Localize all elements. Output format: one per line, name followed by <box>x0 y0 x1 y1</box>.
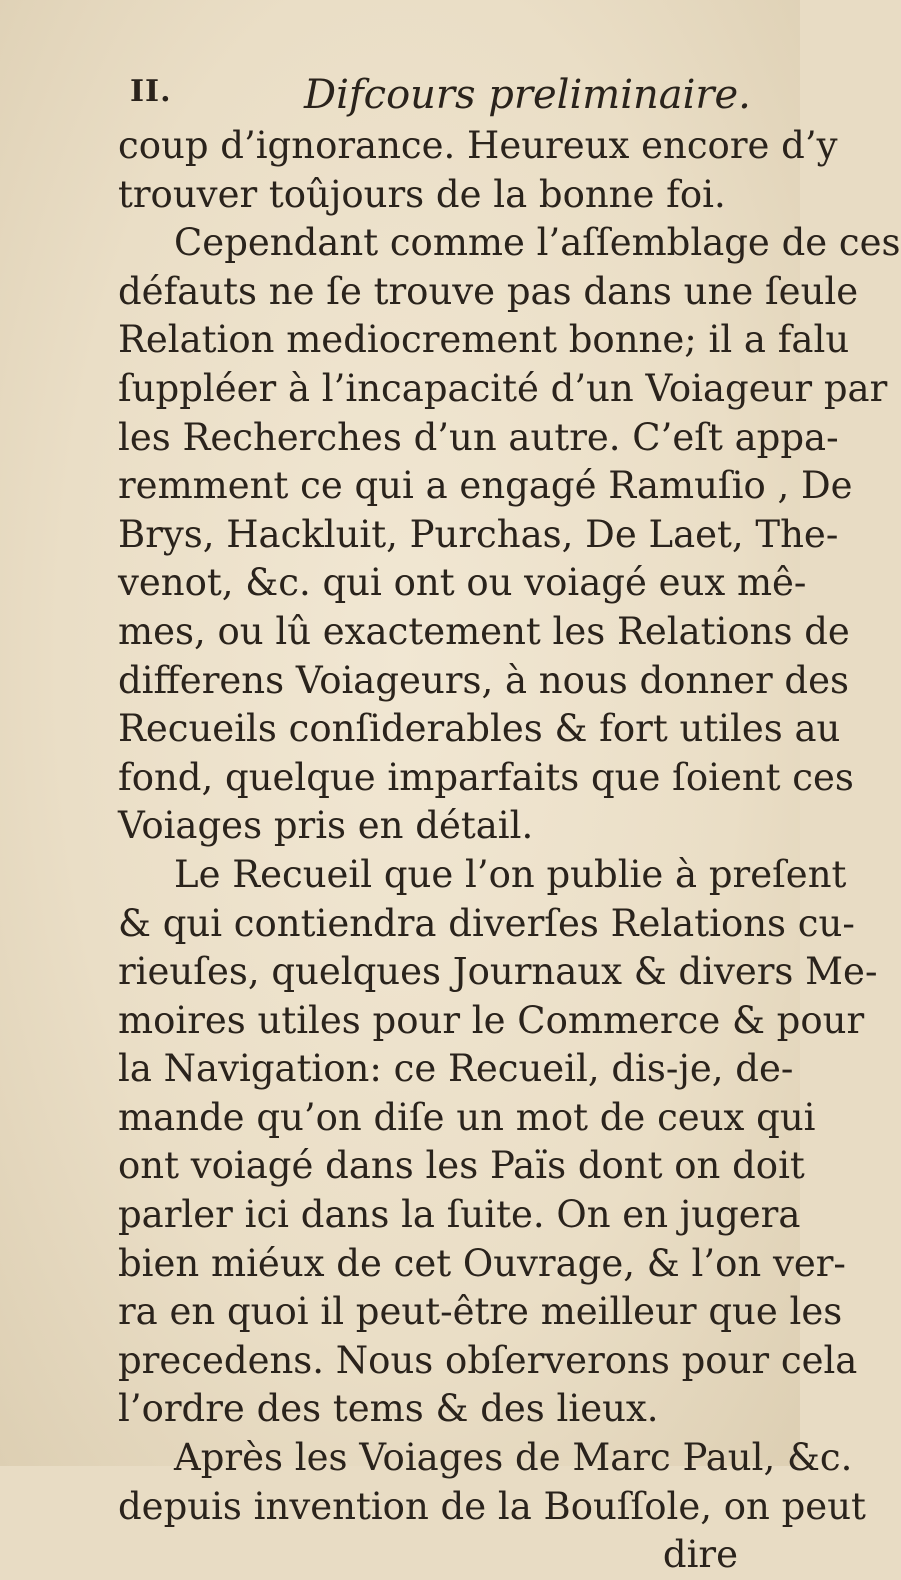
text-line: coup d’ignorance. Heureux encore d’y <box>118 124 838 167</box>
text-line: precedens. Nous obſerverons pour cela <box>118 1338 858 1382</box>
text-line: ont voiagé dans les Païs dont on doit <box>118 1144 805 1188</box>
text-line: moires utiles pour le Commerce & pour <box>118 998 865 1042</box>
text-line: ſuppléer à l’incapacité d’un Voiageur par <box>118 366 888 410</box>
text-line: la Navigation: ce Recueil, dis-je, de- <box>118 1047 794 1091</box>
text-line: Recueils conſiderables & fort utiles au <box>118 707 841 751</box>
catchword: dire <box>662 1533 738 1577</box>
text-line: remment ce qui a engagé Ramuſio , De <box>118 464 853 508</box>
text-line: Après les Voiages de Marc Paul, &c. <box>174 1436 853 1480</box>
body-text <box>118 122 901 1580</box>
text-line: Le Recueil que l’on publie à preſent <box>174 852 847 896</box>
text-line: & qui contiendra diverſes Relations cu- <box>118 901 855 945</box>
text-line: parler ici dans la ſuite. On en jugera <box>118 1193 801 1237</box>
text-line: Voiages pris en détail. <box>118 804 534 848</box>
text-line: défauts ne ſe trouve pas dans une ſeule <box>118 269 859 313</box>
text-line: fond, quelque imparfaits que ſoient ces <box>118 755 854 799</box>
text-line: Cependant comme l’aſſemblage de ces <box>174 221 901 265</box>
page-number: II. <box>130 74 172 109</box>
text-line: ra en quoi il peut-être meilleur que les <box>118 1290 843 1334</box>
text-line: mes, ou lû exactement les Relations de <box>118 609 850 653</box>
text-line: depuis invention de la Bouſſole, on peut <box>118 1484 866 1528</box>
text-line: Relation mediocrement bonne; il a falu <box>118 318 850 362</box>
text-line: bien miéux de cet Ouvrage, & l’on ver- <box>118 1241 846 1285</box>
text-line: rieuſes, quelques Journaux & divers Me- <box>118 950 878 994</box>
text-line: Brys, Hackluit, Purchas, De Laet, The- <box>118 512 839 556</box>
text-line: trouver toûjours de la bonne foi. <box>118 172 726 216</box>
text-line: mande qu’on diſe un mot de ceux qui <box>118 1095 816 1139</box>
text-line: differens Voiageurs, à nous donner des <box>118 658 850 702</box>
running-title: Difcours preliminaire. <box>304 72 751 118</box>
running-head <box>124 72 764 122</box>
text-line: venot, &c. qui ont ou voiagé eux mê- <box>118 561 807 605</box>
text-line: les Recherches d’un autre. C’eſt appa- <box>118 415 839 459</box>
text-line: l’ordre des tems & des lieux. <box>118 1387 659 1431</box>
